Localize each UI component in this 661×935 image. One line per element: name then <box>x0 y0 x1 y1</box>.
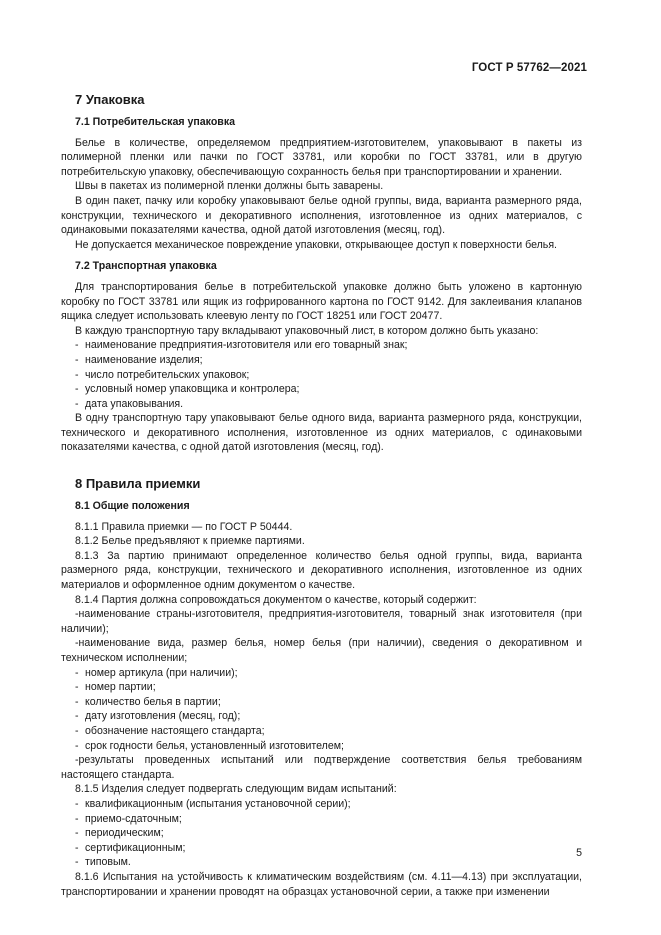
paragraph: В одну транспортную тару упаковывают белье одного вида, варианта размерного ряда, конструкции, технического и декоративного исполнения, изготовленное из одних материалов, с одинаковыми показателями качества, с одной датой изготовления (месяц, год). <box>61 412 582 454</box>
clause-8-1-6: 8.1.6 Испытания на устойчивость к климатическим воздействиям (см. 4.11—4.13) при эксплуатации, транспортировании и хранении проводят на образцах установочной серии, а также при изменении <box>61 870 582 898</box>
section-8-title: 8 Правила приемки <box>75 476 201 492</box>
section-7-title: 7 Упаковка <box>75 92 145 107</box>
list-item: - наименование изделия; <box>75 353 203 366</box>
list-item: -наименование вида, размер белья, номер белья (при наличии), сведения о декоративном и техническом исполнении; <box>61 637 582 664</box>
list-item: -результаты проведенных испытаний или подтверждение соответствия белья требованиям настоящего стандарта. <box>61 754 582 781</box>
standard-header: ГОСТ Р 57762—2021 <box>471 62 587 74</box>
list-item: - сертификационным; <box>75 841 186 854</box>
clause-8-1-5: 8.1.5 Изделия следует подвергать следующим видам испытаний: <box>75 783 397 796</box>
paragraph: Не допускается механическое повреждение упаковки, открывающее доступ к поверхности белья. <box>75 238 558 251</box>
list-item: - число потребительских упаковок; <box>75 368 250 381</box>
subsection-7-1-title: 7.1 Потребительская упаковка <box>75 116 236 128</box>
list-item: - периодическим; <box>75 827 164 840</box>
list-item: - квалификационным (испытания установочной серии); <box>75 797 351 810</box>
list-item: - срок годности белья, установленный изготовителем; <box>75 739 344 752</box>
paragraph: В один пакет, пачку или коробку упаковывают белье одной группы, вида, варианта размерного ряда, конструкции, технического и декоративного исполнения, изготовленное из одних материалов, с одинаковыми показателями качества, одной датой изготовления (месяц, год). <box>61 194 582 237</box>
list-item: - дату изготовления (месяц, год); <box>75 710 241 723</box>
list-item: - типовым. <box>75 856 131 869</box>
list-item: - приемо-сдаточным; <box>75 812 182 825</box>
list-item: - количество белья в партии; <box>75 695 221 708</box>
list-item: - номер артикула (при наличии); <box>75 666 238 679</box>
clause-8-1-4: 8.1.4 Партия должна сопровождаться документом о качестве, который содержит: <box>75 593 477 606</box>
subsection-7-2-title: 7.2 Транспортная упаковка <box>75 260 217 273</box>
clause-8-1-2: 8.1.2 Белье предъявляют к приемке партиями. <box>75 535 305 548</box>
clause-8-1-3: 8.1.3 За партию принимают определенное количество белья одной группы, вида, варианта размерного ряда, конструкции, технического и декоративного исполнения, изготовленное из одних материалов и оформленное одним документом о качестве. <box>61 549 582 592</box>
page-content <box>61 91 582 899</box>
list-item: -наименование страны-изготовителя, предприятия-изготовителя, товарный знак изготовителя (при наличии); <box>61 608 582 635</box>
list-item: - наименование предприятия-изготовителя или его товарный знак; <box>75 339 408 352</box>
page-number: 5 <box>576 847 582 859</box>
subsection-8-1-title: 8.1 Общие положения <box>75 500 190 513</box>
paragraph: В каждую транспортную тару вкладывают упаковочный лист, в котором должно быть указано: <box>75 324 539 337</box>
list-item: - обозначение настоящего стандарта; <box>75 724 265 737</box>
list-item: - дата упаковывания. <box>75 397 184 410</box>
paragraph: Белье в количестве, определяемом предприятием-изготовителем, упаковывают в пакеты из полимерной пленки или пачки по ГОСТ 33781, или коробки по ГОСТ 33781, или в другую потребительскую упаковку, обеспечивающую сохранность белья при транспортировании и хранении. <box>61 136 582 178</box>
paragraph: Для транспортирования белье в потребительской упаковке должно быть уложено в картонную коробку по ГОСТ 33781 или ящик из гофрированного картона по ГОСТ 9142. Для заклеивания клапанов ящика следует использовать клеевую ленту по ГОСТ 18251 или ГОСТ 20477. <box>61 280 582 323</box>
list-item: - номер партии; <box>75 681 156 694</box>
list-item: - условный номер упаковщика и контролера; <box>75 383 300 396</box>
paragraph: Швы в пакетах из полимерной пленки должны быть заварены. <box>75 180 384 193</box>
clause-8-1-1: 8.1.1 Правила приемки — по ГОСТ Р 50444. <box>75 520 293 533</box>
